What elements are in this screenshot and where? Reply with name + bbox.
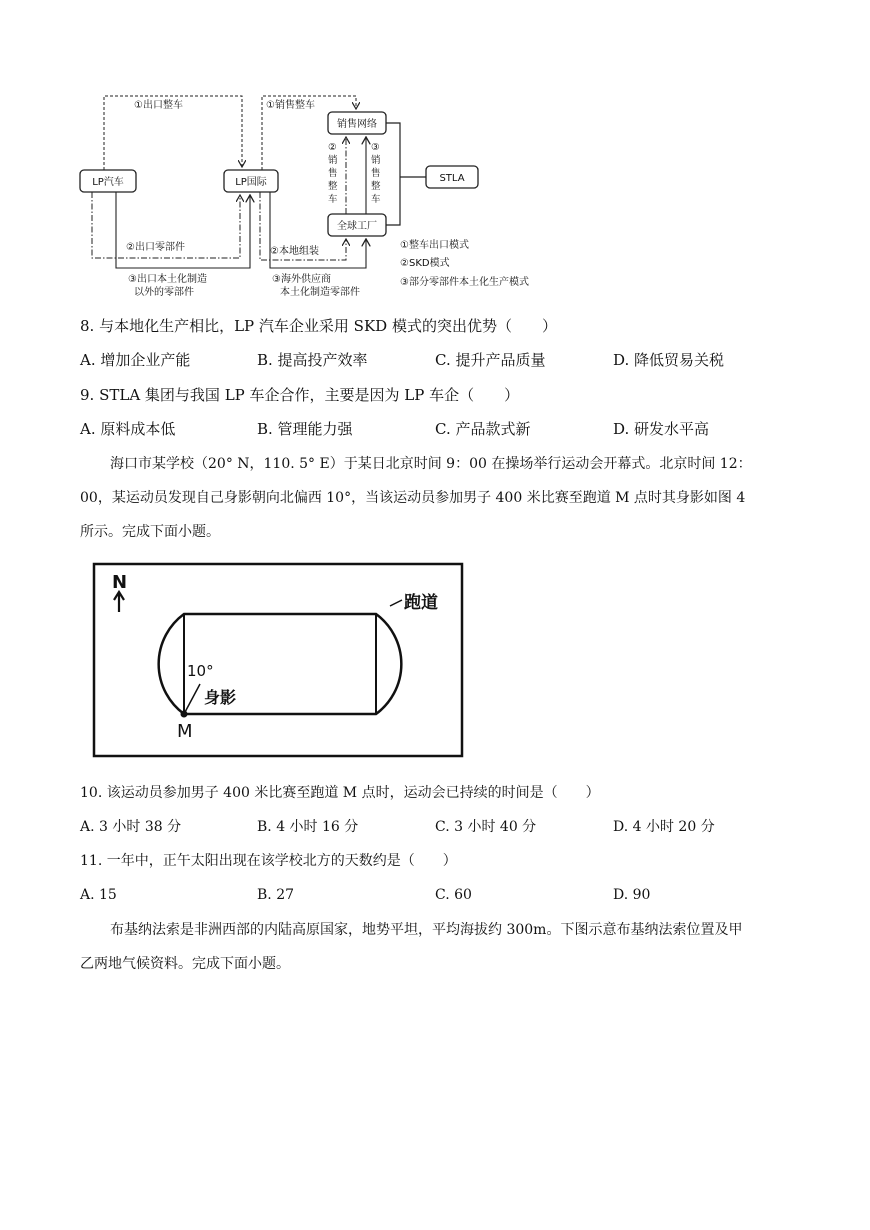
q8-stem: 8. 与本地化生产相比，LP 汽车企业采用 SKD 模式的突出优势（ ） [80, 317, 557, 335]
lp-intl-label: LP国际 [235, 177, 267, 188]
legend-item-2: ②SKD模式 [400, 258, 450, 269]
overseas-supplier-label-1: ③海外供应商 [272, 274, 331, 285]
svg-text:销: 销 [371, 155, 381, 166]
svg-text:③: ③ [371, 142, 380, 153]
passage1-line1: 海口市某学校（20° N，110. 5° E）于某日北京时间 9：00 在操场举行运动会开幕式。北京时间 12： [110, 456, 752, 472]
shadow-label: 身影 [204, 688, 237, 707]
q9-option-b: B. 管理能力强 [257, 420, 353, 438]
global-factory-label: 全球工厂 [337, 221, 377, 232]
export-local-parts-label-2: 以外的零部件 [134, 287, 194, 298]
lp-auto-label: LP汽车 [92, 177, 124, 188]
q8-option-c: C. 提升产品质量 [435, 351, 546, 369]
stla-label: STLA [439, 173, 465, 184]
q8-option-b: B. 提高投产效率 [257, 351, 368, 369]
q10-stem: 10. 该运动员参加男子 400 米比赛至跑道 M 点时，运动会已持续的时间是（ ） [80, 785, 600, 801]
svg-text:②: ② [328, 142, 337, 153]
q10-option-a: A. 3 小时 38 分 [80, 819, 182, 835]
q10-option-c: C. 3 小时 40 分 [435, 819, 537, 835]
svg-text:车: 车 [371, 194, 381, 205]
svg-text:整: 整 [328, 181, 338, 192]
local-assembly-label: ②本地组装 [270, 246, 319, 257]
q10-option-b: B. 4 小时 16 分 [257, 819, 359, 835]
point-m-label: M [177, 721, 193, 742]
export-parts-label: ②出口零部件 [126, 242, 185, 253]
export-local-parts-arrow [116, 192, 250, 268]
export-local-parts-label-1: ③出口本土化制造 [128, 274, 207, 285]
passage1-line2: 00，某运动员发现自己身影朝向北偏西 10°，当该运动员参加男子 400 米比赛至跑道 M 点时其身影如图 4 [80, 490, 746, 506]
q10-option-d: D. 4 小时 20 分 [613, 819, 715, 835]
passage1-line3: 所示。完成下面小题。 [80, 524, 220, 540]
track-label: 跑道 [404, 593, 438, 613]
stla-bracket [386, 123, 426, 225]
passage2-line2: 乙两地气候资料。完成下面小题。 [80, 956, 290, 972]
q11-stem: 11. 一年中，正午太阳出现在该学校北方的天数约是（ ） [80, 853, 457, 869]
q9-option-c: C. 产品款式新 [435, 420, 531, 438]
q9-option-d: D. 研发水平高 [613, 420, 710, 438]
export-vehicle-label: ①出口整车 [134, 100, 183, 111]
legend-item-1: ①整车出口模式 [400, 240, 469, 251]
q8-option-a: A. 增加企业产能 [80, 351, 191, 369]
svg-text:车: 车 [328, 194, 338, 205]
export-mode-diagram [70, 88, 550, 298]
sell-vehicle-v3-label [371, 142, 381, 205]
q9-stem: 9. STLA 集团与我国 LP 车企合作，主要是因为 LP 车企（ ） [80, 386, 520, 404]
q11-option-a: A. 15 [80, 887, 117, 903]
q9-option-a: A. 原料成本低 [80, 420, 176, 438]
angle-label: 10° [187, 662, 214, 680]
svg-text:售: 售 [371, 168, 381, 179]
legend-item-3: ③部分零部件本土化生产模式 [400, 277, 529, 288]
point-m-marker [181, 711, 188, 718]
svg-text:售: 售 [328, 168, 338, 179]
q11-option-c: C. 60 [435, 887, 472, 903]
q11-option-d: D. 90 [613, 887, 651, 903]
sell-vehicle-label: ①销售整车 [266, 100, 315, 111]
north-label: N [112, 572, 128, 593]
q8-option-d: D. 降低贸易关税 [613, 351, 725, 369]
q11-option-b: B. 27 [257, 887, 295, 903]
overseas-supplier-label-2: 本土化制造零部件 [280, 287, 360, 298]
sell-vehicle-v2-label [328, 142, 338, 205]
sales-network-label: 销售网络 [337, 119, 377, 130]
svg-text:整: 整 [371, 181, 381, 192]
passage2-line1: 布基纳法索是非洲西部的内陆高原国家，地势平坦，平均海拔约 300m。下图示意布基纳法索位置及甲 [110, 922, 743, 938]
svg-text:销: 销 [328, 155, 338, 166]
track-diagram [92, 562, 464, 758]
